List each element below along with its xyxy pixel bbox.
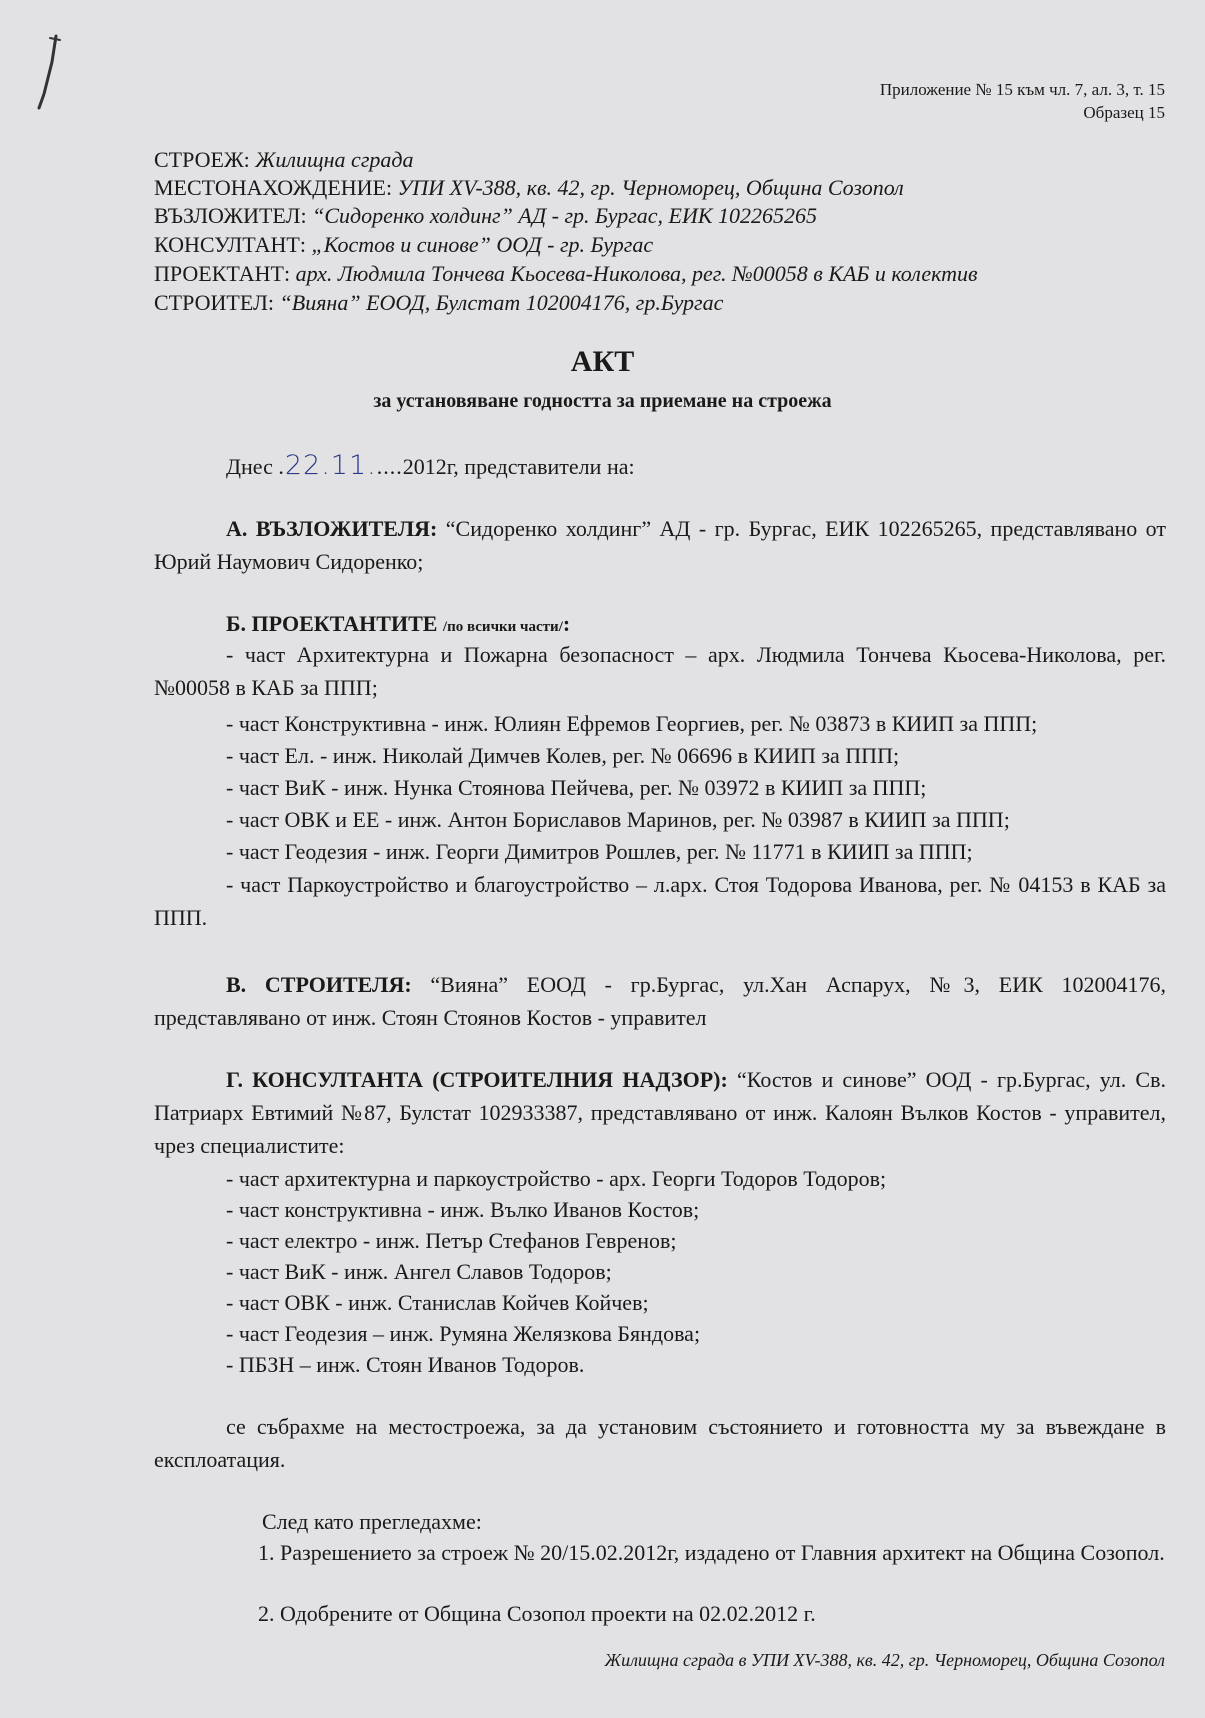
section-g-item-2: - част конструктивна - инж. Вълко Иванов Костов; xyxy=(226,1197,700,1222)
section-b-item-4: - част ВиК - инж. Нунка Стоянова Пейчева, рег. № 03972 в КИИП за ППП; xyxy=(226,775,927,800)
date-dots-2: .... xyxy=(376,454,403,479)
section-b-item-2: - част Конструктивна - инж. Юлиян Ефремов Георгиев, рег. № 03873 в КИИП за ППП; xyxy=(226,711,1038,736)
handwritten-date: 22.11. xyxy=(284,450,377,481)
builder-label: СТРОИТЕЛ: xyxy=(154,290,275,315)
reviewed-item-1-text: 1. Разрешението за строеж № 20/15.02.2012г, издадено от Главния архитект на Община Созопол. xyxy=(258,1540,1165,1565)
reviewed-item-1 xyxy=(154,1536,1166,1569)
corner-pen-mark xyxy=(30,32,70,112)
gathered-paragraph xyxy=(154,1410,1166,1476)
date-line xyxy=(226,452,635,481)
document-subtitle: за установяване годността за приемане на строежа xyxy=(373,390,832,412)
section-g-item-7: - ПБЗН – инж. Стоян Иванов Тодоров. xyxy=(226,1352,585,1377)
section-g-label: Г. КОНСУЛТАНТА (СТРОИТЕЛНИЯ НАДЗОР): xyxy=(226,1067,728,1092)
section-g xyxy=(154,1063,1166,1162)
appendix-line-2: Образец 15 xyxy=(1083,103,1165,122)
header-designer xyxy=(154,260,978,288)
appendix-ref xyxy=(880,78,1165,124)
document-title: АКТ xyxy=(570,345,635,378)
section-b-item-7-text: - част Паркоустройство и благоустройство – л.арх. Стоя Тодорова Иванова, рег. № 04153 в КАБ за ППП. xyxy=(154,872,1166,930)
consultant-label: КОНСУЛТАНТ: xyxy=(154,232,306,257)
date-prefix: Днес xyxy=(226,454,279,479)
stroezh-label: СТРОЕЖ: xyxy=(154,147,250,172)
date-dots: . xyxy=(278,454,285,479)
consultant-value: „Костов и синове” ООД - гр. Бургас xyxy=(311,232,654,257)
section-b-item-3: - част Ел. - инж. Николай Димчев Колев, рег. № 06696 в КИИП за ППП; xyxy=(226,743,900,768)
section-b-note: /по всички части/ xyxy=(442,619,563,635)
assignor-label: ВЪЗЛОЖИТЕЛ: xyxy=(154,203,307,228)
date-suffix: 2012г, представители на: xyxy=(402,454,635,479)
section-g-item-6: - част Геодезия – инж. Румяна Желязкова Бяндова; xyxy=(226,1321,701,1346)
reviewed-item-2: 2. Одобрените от Община Созопол проекти на 02.02.2012 г. xyxy=(258,1601,816,1626)
header-assignor xyxy=(154,202,817,230)
section-g-item-4: - част ВиК - инж. Ангел Славов Тодоров; xyxy=(226,1259,612,1284)
header-builder xyxy=(154,289,723,317)
section-b-colon: : xyxy=(562,611,571,636)
location-label: МЕСТОНАХОЖДЕНИЕ: xyxy=(154,175,393,200)
page-footer: Жилищна сграда в УПИ XV-388, кв. 42, гр. Черноморец, Община Созопол xyxy=(604,1650,1165,1670)
builder-value: “Вияна” ЕООД, Булстат 102004176, гр.Бургас xyxy=(279,290,724,315)
header-stroezh xyxy=(154,146,414,174)
reviewed-intro: След като прегледахме: xyxy=(262,1509,482,1534)
stroezh-value: Жилищна сграда xyxy=(255,147,414,172)
section-a-text: “Сидоренко холдинг” АД - гр. Бургас, ЕИК 102265265, представлявано от Юрий Наумович Сидоренко; xyxy=(154,516,1166,574)
gathered-text: се събрахме на местостроежа, за да установим състоянието и готовността му за въвеждане в експлоатация. xyxy=(154,1414,1166,1472)
section-b-item-1-text: - част Архитектурна и Пожарна безопасност – арх. Людмила Тончева Кьосева-Николова, рег. №00058 в КАБ за ППП; xyxy=(154,642,1166,700)
section-b-item-5: - част ОВК и ЕЕ - инж. Антон Бориславов Маринов, рег. № 03987 в КИИП за ППП; xyxy=(226,807,1010,832)
section-a-label: А. ВЪЗЛОЖИТЕЛЯ: xyxy=(226,516,438,541)
section-v-text: “Вияна” ЕООД - гр.Бургас, ул.Хан Аспарух, №3, ЕИК 102004176, представлявано от инж. Стоян Стоянов Костов - управител xyxy=(154,972,1167,1030)
assignor-value: “Сидоренко холдинг” АД - гр. Бургас, ЕИК 102265265 xyxy=(312,203,817,228)
section-b-item-7 xyxy=(154,868,1166,934)
section-v xyxy=(154,968,1166,1034)
section-g-item-5: - част ОВК - инж. Станислав Койчев Койчев; xyxy=(226,1290,649,1315)
designer-label: ПРОЕКТАНТ: xyxy=(154,261,291,286)
section-b-item-6: - част Геодезия - инж. Георги Димитров Рошлев, рег. № 11771 в КИИП за ППП; xyxy=(226,839,973,864)
section-b-item-1 xyxy=(154,638,1166,704)
header-location xyxy=(154,174,904,202)
location-value: УПИ XV-388, кв. 42, гр. Черноморец, Община Созопол xyxy=(397,175,904,200)
section-g-item-3: - част електро - инж. Петър Стефанов Гевренов; xyxy=(226,1228,677,1253)
section-g-item-1: - част архитектурна и паркоустройство - арх. Георги Тодоров Тодоров; xyxy=(226,1166,887,1191)
section-b-heading xyxy=(226,610,570,641)
appendix-line-1: Приложение № 15 към чл. 7, ал. 3, т. 15 xyxy=(879,80,1165,99)
section-g-text: “Костов и синове” ООД - гр.Бургас, ул. Св. Патриарх Евтимий №87, Булстат 102933387, представлявано от инж. Калоян Вълков Костов - управител, чрез специалистите: xyxy=(154,1067,1166,1158)
section-b-label: Б. ПРОЕКТАНТИТЕ xyxy=(226,611,438,636)
header-consultant xyxy=(154,231,653,259)
section-a xyxy=(154,512,1166,578)
designer-value: арх. Людмила Тончева Кьосева-Николова, рег. №00058 в КАБ и колектив xyxy=(295,261,978,286)
section-v-label: В. СТРОИТЕЛЯ: xyxy=(226,972,412,997)
